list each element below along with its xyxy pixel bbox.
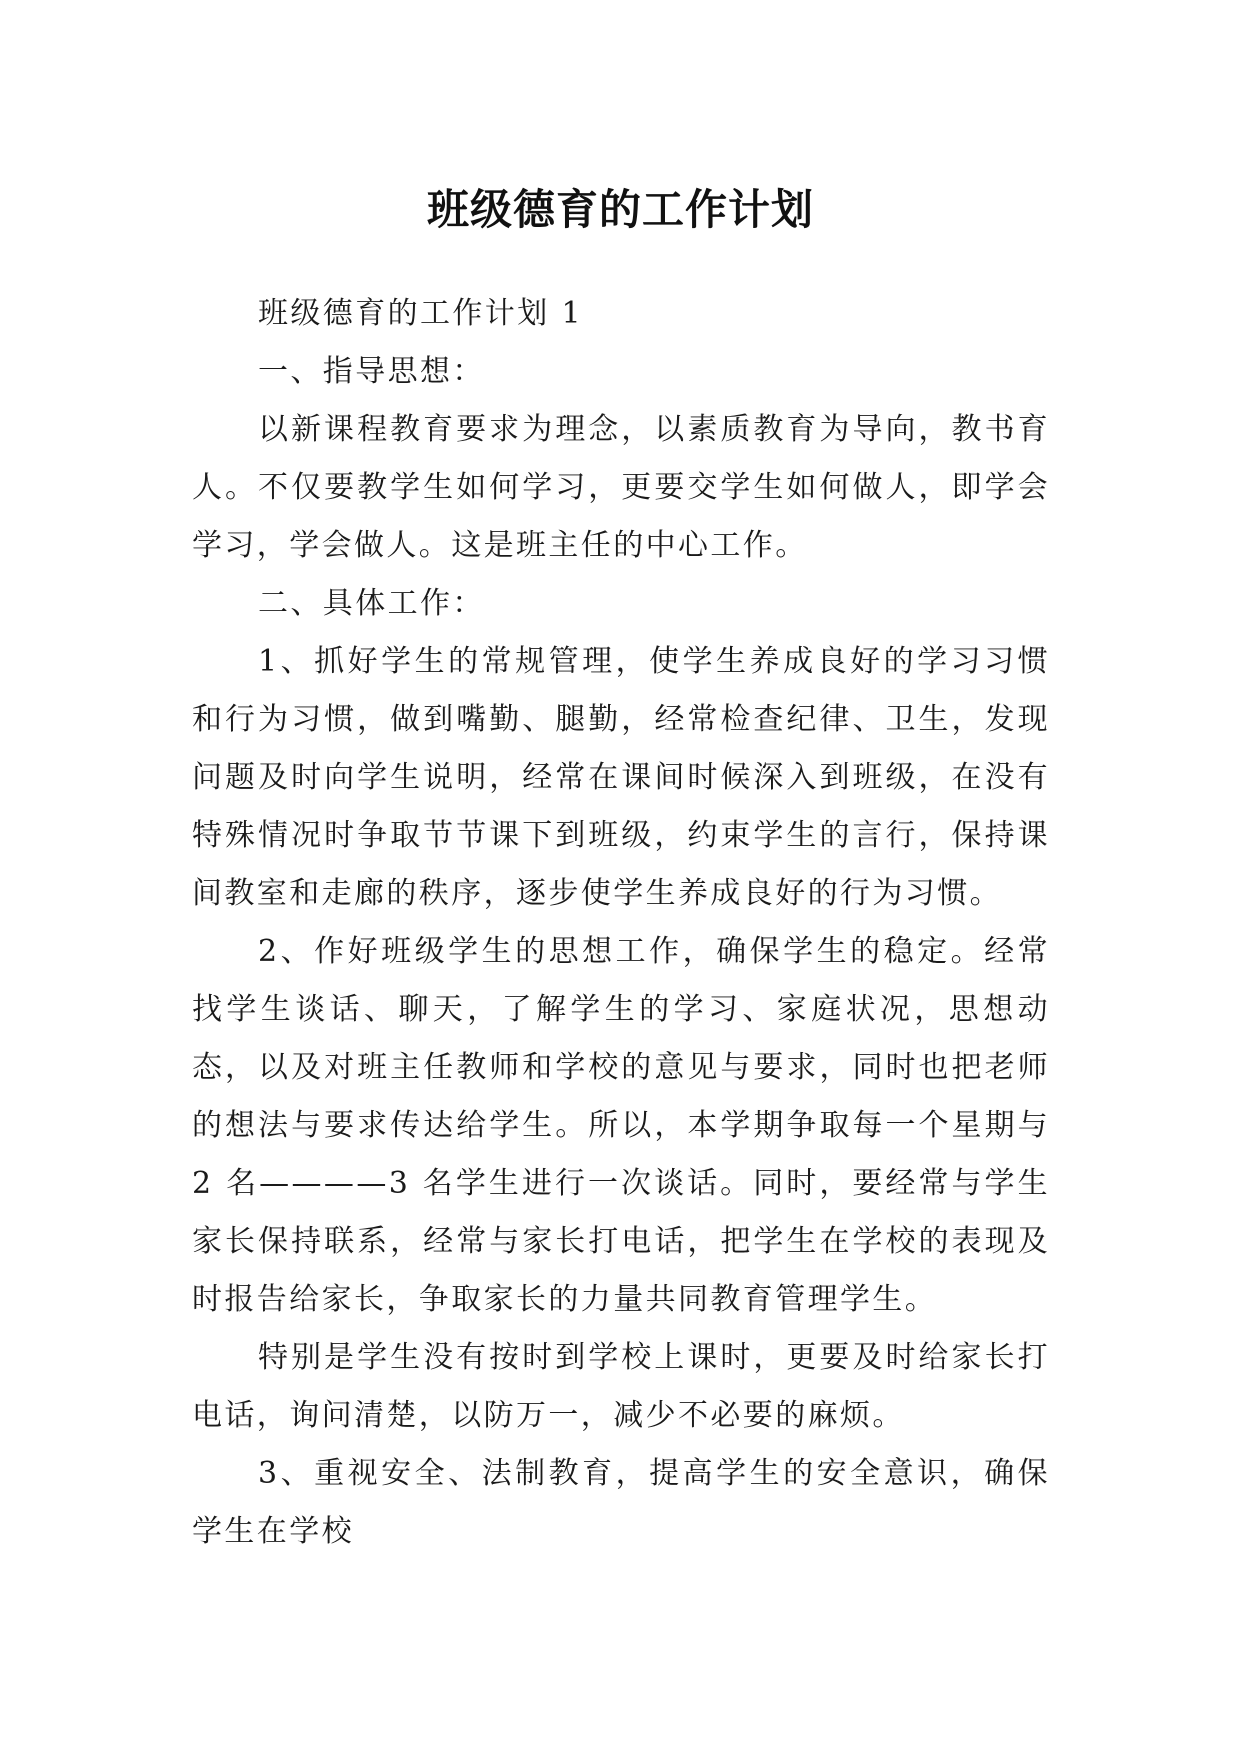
document-body	[192, 285, 1050, 1561]
paragraph-section-specific-work: 二、具体工作：	[258, 586, 485, 621]
paragraph-section-guiding-thought: 一、指导思想：	[258, 354, 485, 389]
paragraph-item-2: 2、作好班级学生的思想工作，确保学生的稳定。经常找学生谈话、聊天，了解学生的学习、家庭状况，思想动态，以及对班主任教师和学校的意见与要求，同时也把老师的想法与要求传达给学生。所以，本学期争取每一个星期与 2 名————3 名学生进行一次谈话。同时，要经常与学生家长保持联系，经常与家长打电话，把学生在学校的表现及时报告给家长，争取家长的力量共同教育管理学生。	[192, 934, 1050, 1317]
paragraph-item-3: 3、重视安全、法制教育，提高学生的安全意识，确保学生在学校	[192, 1456, 1050, 1549]
paragraph-plan-heading: 班级德育的工作计划 1	[258, 296, 584, 331]
paragraph-guiding-thought-text: 以新课程教育要求为理念，以素质教育为导向，教书育人。不仅要教学生如何学习，更要交学生如何做人，即学会学习，学会做人。这是班主任的中心工作。	[192, 412, 1050, 563]
document-title: 班级德育的工作计划	[426, 185, 814, 235]
paragraph-item-2-note: 特别是学生没有按时到学校上课时，更要及时给家长打电话，询问清楚，以防万一，减少不必要的麻烦。	[192, 1340, 1050, 1433]
paragraph-item-1: 1、抓好学生的常规管理，使学生养成良好的学习习惯和行为习惯，做到嘴勤、腿勤，经常检查纪律、卫生，发现问题及时向学生说明，经常在课间时候深入到班级，在没有特殊情况时争取节节课下到班级，约束学生的言行，保持课间教室和走廊的秩序，逐步使学生养成良好的行为习惯。	[192, 644, 1050, 911]
